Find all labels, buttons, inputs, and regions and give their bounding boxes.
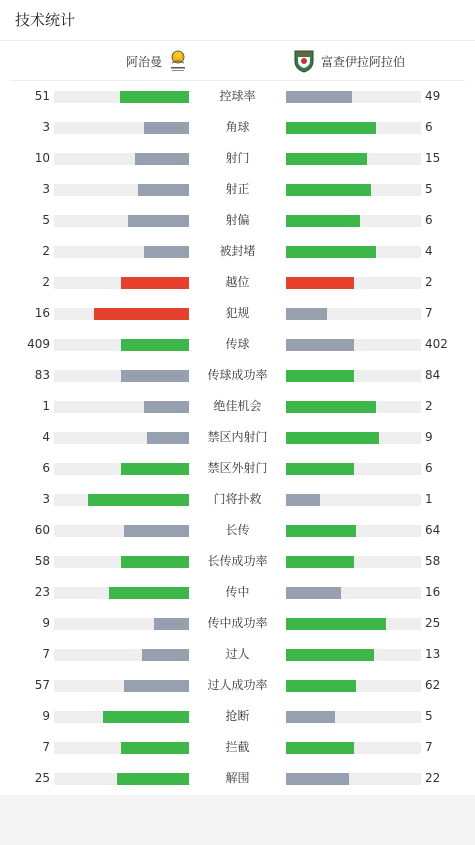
stat-label: 角球	[225, 120, 250, 134]
home-bar	[54, 401, 189, 413]
stat-label: 射偏	[225, 213, 250, 227]
away-value: 49	[425, 89, 441, 103]
away-bar	[286, 587, 421, 599]
home-bar	[54, 91, 189, 103]
stat-label: 传球成功率	[207, 368, 268, 382]
away-bar	[286, 649, 421, 661]
away-bar-fill	[286, 618, 386, 630]
home-bar	[54, 184, 189, 196]
stat-row	[0, 391, 475, 422]
home-bar-fill	[120, 91, 189, 103]
home-value: 10	[34, 151, 50, 165]
away-bar	[286, 246, 421, 258]
home-value: 57	[34, 678, 50, 692]
stat-row	[0, 205, 475, 236]
away-team[interactable]	[293, 41, 405, 81]
home-bar	[54, 587, 189, 599]
stat-label: 过人	[225, 647, 250, 661]
home-bar	[54, 680, 189, 692]
home-value: 25	[34, 771, 50, 785]
home-bar	[54, 432, 189, 444]
home-bar	[54, 215, 189, 227]
home-value: 1	[42, 399, 50, 413]
stat-label: 绝佳机会	[213, 399, 262, 413]
away-value: 4	[425, 244, 433, 258]
stat-label: 射正	[225, 182, 250, 196]
stat-label: 禁区内射门	[207, 430, 268, 444]
home-bar-fill	[138, 184, 189, 196]
away-bar	[286, 401, 421, 413]
stat-row	[0, 484, 475, 515]
away-bar-fill	[286, 680, 356, 692]
away-bar	[286, 184, 421, 196]
away-bar-fill	[286, 246, 376, 258]
home-bar	[54, 742, 189, 754]
away-bar	[286, 308, 421, 320]
away-bar	[286, 91, 421, 103]
stat-row	[0, 329, 475, 360]
home-bar-fill	[128, 215, 189, 227]
stat-label: 长传	[225, 523, 250, 537]
stat-label: 传中成功率	[207, 616, 268, 630]
home-bar	[54, 618, 189, 630]
stat-label: 传球	[225, 337, 250, 351]
away-bar	[286, 432, 421, 444]
away-bar-fill	[286, 525, 356, 537]
away-value: 9	[425, 430, 433, 444]
away-bar	[286, 370, 421, 382]
home-bar-fill	[144, 122, 189, 134]
home-bar	[54, 773, 189, 785]
stat-label: 射门	[225, 151, 250, 165]
home-bar-fill	[121, 277, 189, 289]
home-bar-fill	[121, 370, 189, 382]
away-bar	[286, 711, 421, 723]
home-value: 23	[34, 585, 50, 599]
home-bar-fill	[94, 308, 189, 320]
home-value: 7	[42, 647, 50, 661]
home-bar-fill	[144, 401, 189, 413]
home-value: 9	[42, 616, 50, 630]
away-bar-fill	[286, 339, 354, 351]
home-value: 4	[42, 430, 50, 444]
home-team[interactable]	[126, 41, 188, 81]
away-bar-fill	[286, 649, 374, 661]
section-title: 技术统计	[15, 11, 76, 29]
home-bar	[54, 277, 189, 289]
away-team-name: 富查伊拉阿拉伯	[321, 54, 406, 69]
home-bar-fill	[154, 618, 189, 630]
away-bar-fill	[286, 711, 335, 723]
home-bar-fill	[121, 339, 189, 351]
home-team-crest-icon	[166, 49, 188, 73]
stat-row	[0, 143, 475, 174]
home-bar-fill	[124, 525, 189, 537]
home-value: 3	[42, 492, 50, 506]
stat-row	[0, 422, 475, 453]
home-bar-fill	[103, 711, 189, 723]
away-value: 2	[425, 399, 433, 413]
stat-row	[0, 608, 475, 639]
home-bar-fill	[121, 463, 189, 475]
away-value: 5	[425, 182, 433, 196]
home-bar	[54, 246, 189, 258]
stat-label: 解围	[225, 771, 250, 785]
stat-row	[0, 112, 475, 143]
home-bar-fill	[124, 680, 189, 692]
away-bar	[286, 556, 421, 568]
away-bar	[286, 122, 421, 134]
away-value: 2	[425, 275, 433, 289]
stat-row	[0, 453, 475, 484]
home-bar	[54, 339, 189, 351]
away-value: 15	[425, 151, 441, 165]
stat-label: 传中	[225, 585, 250, 599]
home-bar-fill	[109, 587, 189, 599]
away-value: 13	[425, 647, 441, 661]
away-bar	[286, 742, 421, 754]
away-value: 84	[425, 368, 441, 382]
home-value: 2	[42, 244, 50, 258]
away-bar-fill	[286, 432, 379, 444]
away-bar-fill	[286, 308, 327, 320]
away-value: 6	[425, 461, 433, 475]
away-bar-fill	[286, 494, 320, 506]
stat-label: 拦截	[225, 740, 250, 754]
away-bar-fill	[286, 215, 360, 227]
away-bar-fill	[286, 773, 349, 785]
home-bar	[54, 463, 189, 475]
home-bar-fill	[135, 153, 189, 165]
away-bar	[286, 773, 421, 785]
away-value: 6	[425, 120, 433, 134]
away-bar	[286, 525, 421, 537]
home-bar-fill	[88, 494, 189, 506]
stat-row	[0, 236, 475, 267]
home-bar-fill	[121, 556, 189, 568]
stat-label: 过人成功率	[207, 678, 268, 692]
home-value: 9	[42, 709, 50, 723]
away-value: 25	[425, 616, 441, 630]
home-bar-fill	[121, 742, 189, 754]
stat-row	[0, 701, 475, 732]
stat-row	[0, 515, 475, 546]
away-bar-fill	[286, 587, 341, 599]
away-value: 7	[425, 740, 433, 754]
stats-list	[0, 81, 475, 794]
stat-label: 禁区外射门	[207, 461, 268, 475]
away-value: 402	[425, 337, 448, 351]
stat-row	[0, 298, 475, 329]
home-bar	[54, 649, 189, 661]
away-value: 7	[425, 306, 433, 320]
teams-header	[10, 41, 465, 81]
away-value: 16	[425, 585, 441, 599]
stat-row	[0, 639, 475, 670]
away-bar	[286, 339, 421, 351]
stat-row	[0, 732, 475, 763]
away-bar	[286, 463, 421, 475]
away-bar	[286, 618, 421, 630]
stat-label: 门将扑救	[213, 492, 262, 506]
stat-label: 控球率	[219, 89, 256, 103]
away-bar	[286, 277, 421, 289]
home-bar	[54, 308, 189, 320]
home-bar	[54, 525, 189, 537]
away-bar-fill	[286, 91, 352, 103]
stat-label: 抢断	[225, 709, 250, 723]
home-value: 60	[34, 523, 50, 537]
home-bar-fill	[117, 773, 189, 785]
home-bar	[54, 494, 189, 506]
home-bar-fill	[144, 246, 189, 258]
stat-row	[0, 763, 475, 794]
away-bar-fill	[286, 370, 354, 382]
stat-label: 长传成功率	[207, 554, 268, 568]
home-team-name: 阿治曼	[126, 54, 163, 69]
home-bar-fill	[142, 649, 189, 661]
stat-row	[0, 360, 475, 391]
away-value: 1	[425, 492, 433, 506]
away-bar-fill	[286, 122, 376, 134]
home-value: 409	[27, 337, 50, 351]
home-value: 16	[34, 306, 50, 320]
away-value: 22	[425, 771, 441, 785]
stat-row	[0, 174, 475, 205]
away-bar	[286, 680, 421, 692]
home-bar	[54, 370, 189, 382]
home-value: 5	[42, 213, 50, 227]
home-bar-fill	[147, 432, 189, 444]
away-bar-fill	[286, 463, 354, 475]
away-bar-fill	[286, 401, 376, 413]
home-bar	[54, 711, 189, 723]
stat-row	[0, 577, 475, 608]
away-value: 58	[425, 554, 441, 568]
away-bar-fill	[286, 184, 371, 196]
away-value: 62	[425, 678, 441, 692]
away-bar-fill	[286, 742, 354, 754]
home-bar	[54, 122, 189, 134]
away-bar-fill	[286, 277, 354, 289]
stat-label: 被封堵	[219, 244, 256, 258]
home-bar	[54, 153, 189, 165]
stat-row	[0, 670, 475, 701]
away-team-crest-icon	[293, 49, 315, 73]
home-value: 3	[42, 182, 50, 196]
stat-label: 越位	[225, 275, 250, 289]
home-value: 6	[42, 461, 50, 475]
stat-row	[0, 546, 475, 577]
stat-row	[0, 267, 475, 298]
stat-label: 犯规	[225, 306, 250, 320]
away-bar-fill	[286, 153, 367, 165]
away-value: 6	[425, 213, 433, 227]
home-bar	[54, 556, 189, 568]
away-bar	[286, 215, 421, 227]
away-value: 64	[425, 523, 441, 537]
away-bar	[286, 494, 421, 506]
home-value: 3	[42, 120, 50, 134]
away-bar-fill	[286, 556, 354, 568]
home-value: 51	[34, 89, 50, 103]
home-value: 7	[42, 740, 50, 754]
away-value: 5	[425, 709, 433, 723]
home-value: 2	[42, 275, 50, 289]
home-value: 58	[34, 554, 50, 568]
home-value: 83	[34, 368, 50, 382]
stat-row	[0, 81, 475, 112]
away-bar	[286, 153, 421, 165]
